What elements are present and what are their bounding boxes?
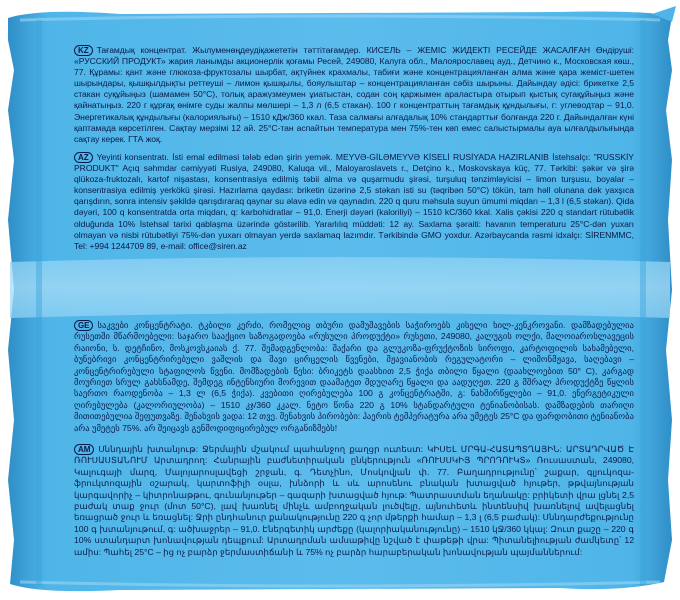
kazakh-text-block: [74, 45, 634, 146]
left-fold-shade: [36, 20, 42, 585]
armenian-text: Սննդային խտանյութ: Ջերմային մշակում պահանջող քաղցր ուտեստ: ԿԻՍԵԼ ՄՐԳԱ-ՀԱՏԱՊՏՂԱՅԻՆ: ԱՐՏԱԴՐՎԱԾ Է ՌՈՒՍԱՍՏԱՆՈՒՄ Արտադրող: Հանրային բաժնետիրական ընկերություն «ՌՈՒՍՍԿԻՅ ՊՐՈԴՈՒԿՏ» Ռուսաստան, 249080, Կալուգայի մարզ, Մալոյարոսլավեցի շրջան, գ. Դետչինո, Մոսկովյան փ. 77. Բաղադրությունը՝ շաքար, գլյուկոզա-ֆրուկտոզային օշարակ, կարտոֆիլի օսլա, խնձորի և սև արոսենու բնական խտացված հյութեր, թթվայնության կարգավորիչ – կիտրոնաթթու, գունանյութեր – գազարի խտացված հյութ: Պատրաստման եղանակը: բրիկետի վրա լցնել 2,5 բաժակ տաք ջուր (մոտ 50°C), լավ խառնել մինչև ամբողջական լուծվելը, այնուհետև ինտենսիվ խառնելով ավելացնել եռացրած ջուր և եռացնել: Ջրի ընդհանուր քանակությունը 220 գ չոր մթերքի համար – 1,3 լ (6,5 բաժակ): Սննդարժեքությունը 100 գ խտանյութում, գ: ածխաջրեր – 91,0. Էներգետիկ արժեքը (կալորիականությունը) – 1510 կՋ/360 կկալ: Զուտ քաշը – 220 գ 10% ստանդարտ խոնավության դեպքում: Արտադրման ամսաթիվը նշված է փաթեթի վրա: Պիտանելիության ժամկետը՝ 12 ամիս: Պահել 25°C – ից ոչ բարձր ջերմաստիճանի և 75% ոչ բարձր հարաբերական խոնավության պայմաններում:: [74, 444, 634, 557]
georgian-text: საკვები კონცენტრატი. ტკბილი კერძი, რომელიც თბური დამუშავების საჭიროებს კისელი ხილ-კენკროვანი. დამზადებულია რუსეთში მწარმოებელი: საჯარო სააქციო საზოგადოება «რუსული პროდუქტი» რუსეთი, 249080, კალუგის ოლქი, მალოიაროსლავეცის რაიონი, ს. დეტჩინო, მოსკოვსკაიას ქ. 77. შემადგენლობა: შაქარი და გლუკოზა-ფრუქტოზის სიროფი, კარტოფილის სახამებელი, ბუნებრივი კონცენტრირებული ვაშლის და შავი ცირცელის წვენები, მჟავიანობის რეგულატორი – ლიმონმჟავა, საღებავი – კონცენტრირებული სტაფილოს წვენი. მომზადების წესი: ბრიკეტს დაასხით 2,5 ჭიქა თბილი წყალი (დაახლოებით 50° C), კარგად მოურიეთ სრულ გახსნამდე, შემდეგ ინტენსიური მორევით დაამატეთ მდუღარე წყალი და აადუღეთ. 220 გ მშრალ პროდუქტზე წყლის საერთო რაოდენობა – 1,3 ლ (6,5 ჭიქა). კვებითი ღირებულება 100 გ კონცენტრატში, გ: ნახშირწყლები – 91,0. ენერგეტიკული ღირებულება (კალორიულობა) – 1510 კჯ/360 კკალ. ნეტო წონა 220 გ 10% სტანდარტული ტენიანობისას. დამზადების თარიღი მითითებულია შეფუთვაზე. შენახვის ვადა: 12 თვე. შენახვის პირობები: ჰაერის ტემპერატურა არა უმეტეს 25°C და ფარდობითი ტენიანობა არა უმეტეს 75%. არ შეიცავს გენმოდიფიცირებულ ორგანიზმებს!: [74, 320, 634, 433]
right-fold-shade: [640, 20, 646, 585]
light-band: [10, 257, 670, 318]
armenian-text-block: [74, 444, 634, 559]
language-badge-az: AZ: [74, 152, 93, 163]
language-badge-am: AM: [74, 444, 94, 455]
azerbaijani-text-block: [74, 152, 634, 253]
language-badge-kz: KZ: [74, 45, 93, 56]
azerbaijani-text: Yeyinti konsentratı. İsti emal edilməsi tələb edən şirin yemək. MEYVƏ-GİLƏMEYVƏ KİSELİ RUSİYADA HAZIRLANIB İstehsalçı: "RUSSKİY PRODUKT" Açıq səhmdar cəmiyyəti Rusiya, 249080, Kaluqa vil., Maloyaroslavets r., Detçino k., Moskovskaya küç, 77. Tərkibi: şəkər və şirə qlükoza-fruktozalı, kartof nişastası, konsentrasiya edilmiş təbii alma və quşarmudu şirəsi, turşuluq tənzimləyicisi – limon turşusu, boyalar – konsentrasiya edilmiş yerkökü şirəsi. Hazırlama qaydası: briketin üzərinə 2,5 stəkan isti su (təqribən 50°C) tökün, tam həll olunana dək yaxşıca qarışdırın, sonra intensiv şəkildə qarışdıraraq qaynar su əlavə edin və qaynadın. 220 q quru məhsula suyun ümumi miqdarı – 1,3 l (6,5 stəkan). Qida dəyəri, 100 q konsentratda orta miqdarı, q: karbohidratlar – 91,0. Enerji dəyəri (kaloriliyi) – 1510 kC/360 kkal. Xalis çəkisi 220 q standart rütubətlik olduğunda 10% İstehsal tarixi qablaşma üzərində göstərilib. Yararlılıq müddəti: 12 ay. Saxlama şəraiti: havanın temperaturu 25°C-dən yuxarı olmayan və nisbi rütubətliyi 75%-dən yuxarı olmayan yerdə saxlamaq lazımdır. Tərkibində GMO yoxdur. Azərbaycanda rəsmi idxalçı: SİRENMMC, Tel: +994 1244709 89, e-mail: office@siren.az: [74, 152, 634, 251]
language-badge-ge: GE: [74, 320, 93, 331]
kazakh-text: Тағамдық концентрат. Жылуменөңдеудіқажететін тәттітағамдер. КИСЕЛЬ – ЖЕМІС ЖИДЕКТІ РЕСЕЙДЕ ЖАСАЛҒАН Өндіруші: «РУССКИЙ ПРОДУКТ» жария ланымды акционерлік қоғамы Ресей, 249080, Калуга обл., Малоярославец ауд., Детчино к., Московская көш., 77. Құрамы: қант және глюкоза-фруктозалы шырбат, ақтүйнек крахмалы, табиғи және концентрацияланған алма және қара жеміст-шетен шырындары, қышқылдықты реттеуші – лимон қышқылы, бояулыштар – концентрацияланған сәбіз шырыны. Дайындау әдісі: брикетке 2,5 стакан суқұйыңыз (шамамен 50°С), толық аражүзмеумен ұиатыстан, содан соң қаржымен араластыра отырып қыстық сугақұйыңыз және қайнатыңыз. 220 г құрғақ өнімге суды жалпы мөлшері – 1,3 л (6,5 стакан). 100 г концентраттың тағамдық құндылығы, г: углеводтар – 91,0. Энергетикалық құндылығы (калориялығы) – 1510 кДж/360 ккал. Таза салмағы алғадалық 10% стандарттығ болғанда 220 г. Дайындалған күні қаптамада көрсетілген. Сақтау мерзімі 12 ай. 25°С-тан аспайтын температура мен 75%-тен көп емес салыстырмалы ауа ылғалдылығында сақтау керек. ГТА жоқ.: [74, 45, 634, 144]
georgian-text-block: [74, 320, 634, 435]
